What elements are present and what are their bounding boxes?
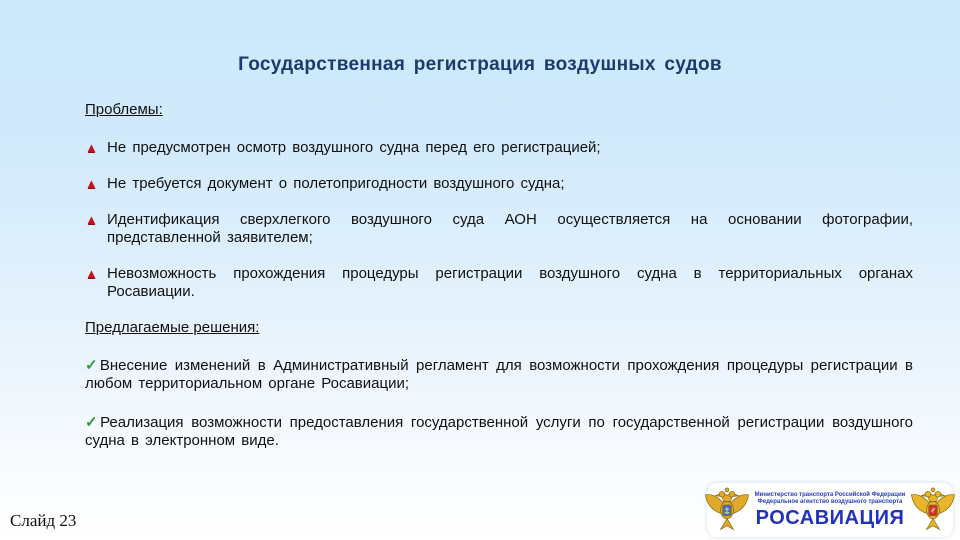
warning-triangle-icon: ▲: [85, 176, 98, 191]
problem-text: Не предусмотрен осмотр воздушного судна перед его регистрацией;: [107, 139, 601, 156]
problem-item: [85, 211, 913, 247]
logo-text-block: [755, 492, 906, 529]
warning-triangle-icon: ▲: [85, 266, 98, 281]
slide-number: Слайд 23: [10, 511, 77, 530]
problem-text: Невозможность прохождения процедуры регистрации воздушного судна в территориальных органах Росавиации.: [107, 265, 913, 300]
ministry-of-transport-emblem-icon: [704, 487, 750, 533]
solution-text: Внесение изменений в Административный регламент для возможности прохождения процедуры регистрации в любом территориальном органе Росавиации;: [85, 357, 914, 392]
ministry-name-line2: Федеральное агентство воздушного транспорта: [757, 498, 903, 505]
warning-triangle-icon: ▲: [85, 212, 98, 227]
problems-heading: Проблемы:: [85, 101, 163, 118]
problem-text: Идентификация сверхлегкого воздушного суда АОН осуществляется на основании фотографии, представленной заявителем;: [107, 211, 913, 246]
slide-title: Государственная регистрация воздушных судов: [238, 54, 722, 75]
problem-item: [85, 139, 913, 157]
solution-text: Реализация возможности предоставления государственной услуги по государственной регистрации воздушного судна в электронном виде.: [85, 414, 913, 449]
warning-triangle-icon: ▲: [85, 140, 98, 155]
problem-text: Не требуется документ о полетопригодности воздушного судна;: [107, 175, 565, 192]
ministry-name-line1: Министерство транспорта Российской Федерации: [754, 491, 906, 498]
problem-item: [85, 265, 913, 301]
check-icon: ✓: [85, 357, 99, 374]
russia-coat-of-arms-icon: [910, 487, 956, 533]
problem-item: [85, 175, 913, 193]
slide-body: [85, 101, 913, 471]
rosaviatsiya-logo-panel: [707, 483, 953, 537]
solution-item: [85, 414, 913, 450]
agency-name: РОСАВИАЦИЯ: [755, 506, 905, 529]
solution-item: [85, 357, 913, 393]
solutions-heading: Предлагаемые решения:: [85, 319, 260, 336]
check-icon: ✓: [85, 414, 100, 431]
